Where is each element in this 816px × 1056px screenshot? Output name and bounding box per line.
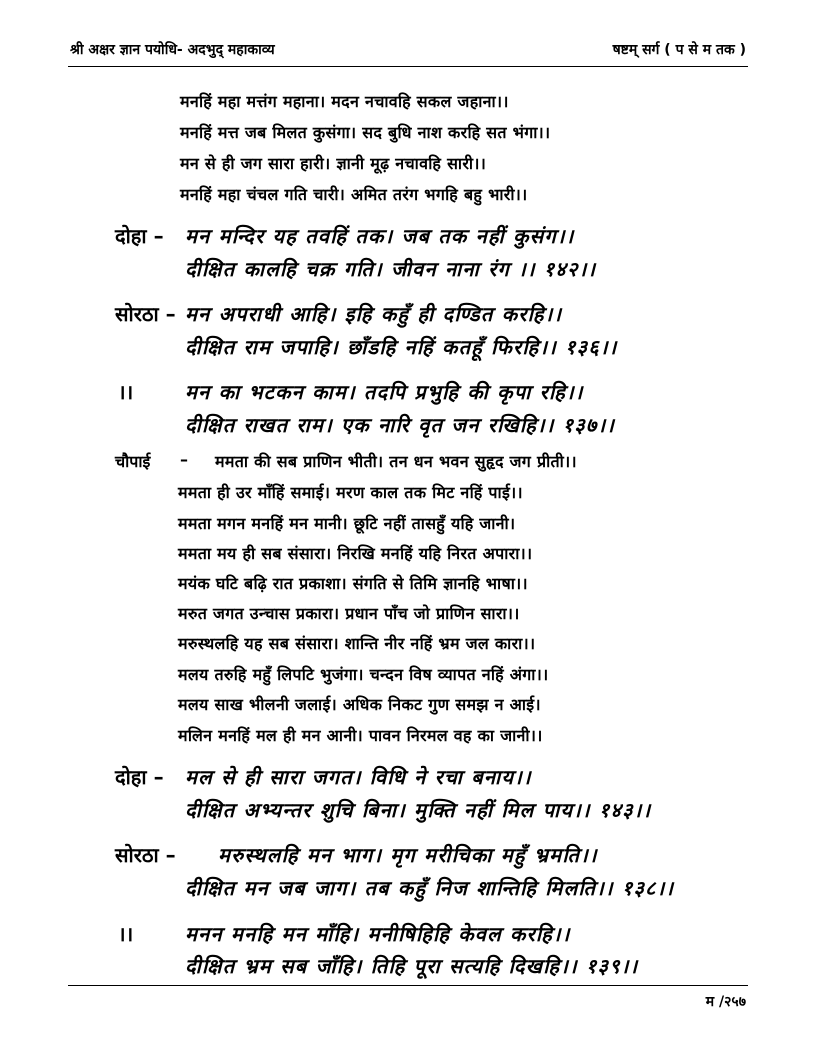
sortha-label: ।। [118,380,134,404]
doha-line: दीक्षित कालहि चक्र गति। जीवन नाना रंग ।। १४२।। [185,257,597,281]
sortha-line: मन अपराधी आहि। इहि कहुँ ही दण्डित करहि।। [185,302,563,326]
footer-divider [68,985,748,986]
page-header [70,40,746,64]
verse-line: मनहिं महा चंचल गति चारी। अमित तरंग भगहि बहु भारी।। [180,185,528,204]
verse-line: मलय तरुहि महुँ लिपटि भुजंगा। चन्दन विष व्यापत नहिं अंगा।। [178,665,549,684]
verse-line: मलय साख भीलनी जलाई। अधिक निकट गुण समझ न आई। [178,695,541,714]
sortha-line: दीक्षित भ्रम सब जाँहि। तिहि पूरा सत्यहि दिखहि।। १३९।। [185,954,639,978]
verse-line: मरुस्थलहि यह सब संसारा। शान्ति नीर नहिं भ्रम जल कारा।। [178,634,536,653]
sortha-line: मनन मनहि मन माँहि। मनीषिहिहि केवल करहि।। [185,922,571,946]
sortha-line: मरुस्थलहि मन भाग। मृग मरीचिका महुँ भ्रमति।। [218,843,598,867]
book-title: श्री अक्षर ज्ञान पयोधि- अदभुद् महाकाव्य [70,42,275,58]
verse-line: मनहिं मत्त जब मिलत कुसंगा। सद बुधि नाश करहि सत भंगा।। [180,123,551,142]
doha-line: मन मन्दिर यह तवहिं तक। जब तक नहीं कुसंग।। [185,224,575,248]
verse-line: मनहिं महा मत्तंग महाना। मदन नचावहि सकल जहाना।। [180,92,509,111]
verse-line: मरुत जगत उन्चास प्रकारा। प्रधान पाँच जो प्राणिन सारा।। [178,604,520,623]
sortha-line: मन का भटकन काम। तदपि प्रभुहि की कृपा रहि।। [185,380,584,404]
sortha-line: दीक्षित राखत राम। एक नारि वृत जन रखिहि।। १३७।। [185,413,616,437]
chaupai-label: चौपाई [115,452,151,471]
verse-line: मन से ही जग सारा हारी। ज्ञानी मूढ़ नचावहि सारी।। [180,154,487,173]
sortha-line: दीक्षित राम जपाहि। छाँडहि नहिं कतहूँ फिरहि।। १३६।। [185,335,618,359]
sortha-label: ।। [118,922,134,946]
sortha-label: सोरठा – [115,843,176,867]
page-number: म /२५७ [705,994,746,1010]
chaupai-dash: – [180,450,188,469]
chapter-title: षष्टम् सर्ग ( प से म तक ) [612,42,746,58]
doha-label: दोहा – [115,765,164,789]
verse-line: ममता की सब प्राणिन भीती। तन धन भवन सुहृद जग प्रीती।। [215,452,577,471]
doha-label: दोहा – [115,224,164,248]
verse-line: ममता ही उर माँहिं समाई। मरण काल तक मिट नहिं पाई।। [178,483,523,502]
verse-line: ममता मगन मनहिं मन मानी। छूटि नहीं तासहुँ यहि जानी। [178,514,516,533]
sortha-label: सोरठा – [115,302,176,326]
verse-line: मयंक घटि बढ़ि रात प्रकाशा। संगति से तिमि ज्ञानहि भाषा।। [178,574,528,593]
sortha-line: दीक्षित मन जब जाग। तब कहुँ निज शान्तिहि मिलति।। १३८।। [185,876,675,900]
doha-line: मल से ही सारा जगत। विधि ने रचा बनाय।। [185,765,532,789]
header-divider [68,66,748,67]
verse-line: मलिन मनहिं मल ही मन आनी। पावन निरमल वह का जानी।। [178,726,543,745]
doha-line: दीक्षित अभ्यन्तर शुचि बिना। मुक्ति नहीं मिल पाय।। १४३।। [185,798,652,822]
verse-line: ममता मय ही सब संसारा। निरखि मनहिं यहि निरत अपारा।। [178,544,533,563]
